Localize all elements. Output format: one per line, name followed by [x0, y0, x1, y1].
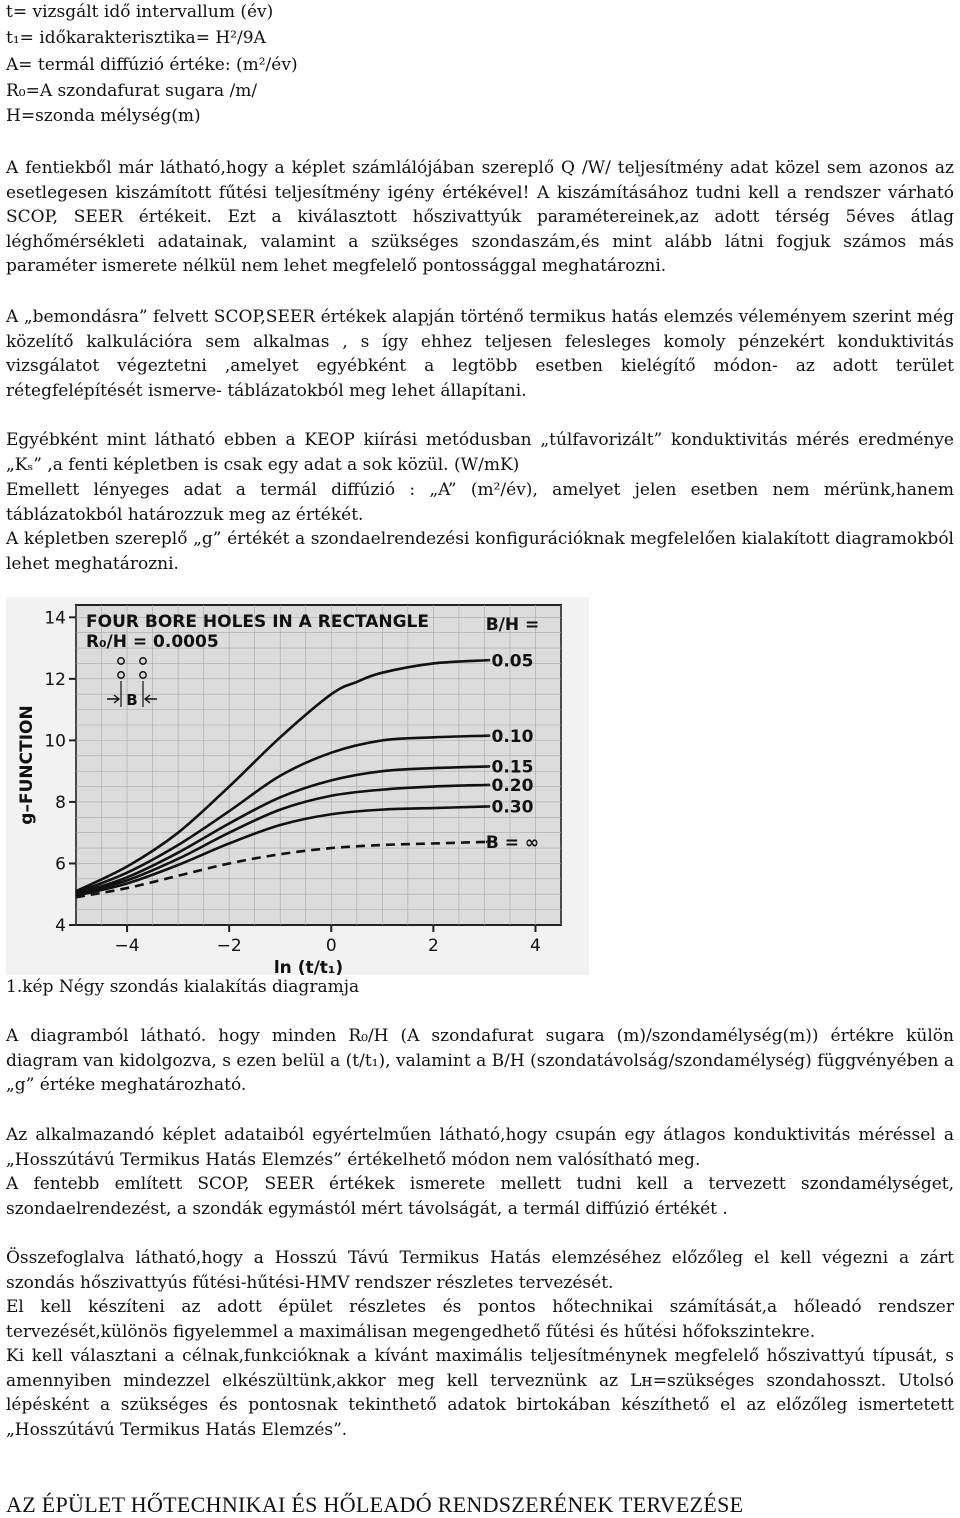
- paragraph-building-calc: El kell készíteni az adott épület részletes és pontos hőtechnikai számítását,a hőleadó rendszer tervezését,különös figyelemmel a maximálisan megengedhető fűtési és hűtési hőfokszintekre.: [6, 1297, 954, 1342]
- definition-line-h: H=szonda mélység(m): [6, 106, 201, 126]
- y-tick-label: 10: [44, 731, 66, 752]
- figure-caption: 1.kép Négy szondás kialakítás diagramja: [6, 977, 360, 997]
- series-label: 0.10: [491, 726, 534, 747]
- paragraph-heatpump-selection: Ki kell választani a célnak,funkcióknak a kívánt maximális teljesítménynek megfelelő hőszivattyú típusát, s amennyiben mindezzel elkészültünk,akkor meg kell terveznünk az Lʜ=szükséges szondahosszt. Utolsó lépésként a szükséges és pontosnak tekinthető adatok birtokában készíthető el az előzőleg ismertetett „Hosszútávú Termikus Hatás Elemzés”.: [6, 1346, 954, 1440]
- x-axis-label: ln (t/t₁): [273, 958, 344, 975]
- paragraph-scop-seer: A „bemondásra” felvett SCOP,SEER értékek alapján történő termikus hatás elemzés véleményem szerint még közelítő kalkulációra sem alkalmas , s így ehhez teljesen felesleges komoly pénzekért konduktivitás vizsgálatot végeztetni ,amelyet egyébként a legtöbb esetben kielégítő módon- az adott terület rétegfelépítését ismerve- táblázatokból meg lehet állapítani.: [6, 307, 954, 401]
- legend-header: B/H =: [485, 615, 540, 635]
- series-label: 0.15: [491, 757, 534, 778]
- paragraph-diagram-explanation: A diagramból látható. hogy minden R₀/H (A szondafurat sugara (m)/szondamélység(m)) értékre külön diagram van kidolgozva, s ezen belül a (t/t₁), valamint a B/H (szondatávolság/szondamélység) függvényében a „g” értéke meghatározható.: [6, 1026, 954, 1095]
- x-tick-label: −4: [114, 936, 140, 956]
- paragraph-diffusion: Emellett lényeges adat a termál diffúzió : „A” (m²/év), amelyet jelen esetben nem mérünk,hanem táblázatokból határozzuk meg az értékét.: [6, 480, 954, 525]
- y-tick-label: 6: [55, 854, 66, 875]
- paragraph-formula-data: Az alkalmazandó képlet adataiból egyértelműen látható,hogy csupán egy átlagos konduktivitás méréssel a „Hosszútávú Termikus Hatás Elemzés” értékelhető módon nem valósítható meg.: [6, 1125, 954, 1170]
- definition-line-t1: t₁= időkarakterisztika= H²/9A: [6, 28, 266, 48]
- y-axis-label: g–FUNCTION: [17, 705, 37, 825]
- chart-subtitle: R₀/H = 0.0005: [86, 632, 219, 652]
- section-heading: AZ ÉPÜLET HŐTECHNIKAI ÉS HŐLEADÓ RENDSZERÉNEK TERVEZÉSE: [6, 1492, 744, 1517]
- definition-line-a: A= termál diffúzió értéke: (m²/év): [6, 55, 298, 75]
- series-label: 0.05: [491, 651, 534, 672]
- y-tick-label: 4: [55, 916, 66, 936]
- inset-label: B: [126, 691, 138, 709]
- paragraph-capacity: A fentiekből már látható,hogy a képlet számlálójában szereplő Q /W/ teljesítmény adat közel sem azonos az esetlegesen kiszámított fűtési teljesítmény igény értékével! A kiszámításához tudni kell a rendszer várható SCOP, SEER értékeit. Ezt a kiválasztott hőszivattyúk paramétereinek,az adott térség 5éves átlag léghőmérsékleti adatainak, valamint a szükséges szondaszám,és mint alább látni fogjuk számos más paraméter ismerete nélkül nem lehet megfelelő pontossággal meghatározni.: [6, 158, 954, 276]
- y-tick-label: 12: [44, 669, 66, 690]
- paragraph-summary: Összefoglalva látható,hogy a Hosszú Távú Termikus Hatás elemzéséhez előzőleg el kell végezni a zárt szondás hőszivattyús fűtési-hűtési-HMV rendszer részletes tervezését.: [6, 1248, 954, 1293]
- series-label: 0.20: [491, 776, 534, 796]
- x-tick-label: 4: [530, 936, 541, 956]
- series-label: B = ∞: [485, 832, 540, 853]
- x-tick-label: −2: [216, 936, 242, 956]
- definition-line-r0: R₀=A szondafurat sugara /m/: [6, 81, 258, 101]
- paragraph-g-value: A képletben szereplő „g” értékét a szondaelrendezési konfigurációknak megfelelően kialakított diagramokból lehet meghatározni.: [6, 529, 954, 574]
- y-tick-label: 8: [55, 792, 66, 813]
- paragraph-design-parameters: A fentebb említett SCOP, SEER értékek ismerete mellett tudni kell a tervezett szondamélységet, szondaelrendezést, a szondák egymástól mért távolságát, a termál diffúzió értékét .: [6, 1174, 954, 1219]
- g-function-chart: [6, 597, 589, 975]
- x-tick-label: 2: [427, 936, 439, 956]
- paragraph-conductivity: Egyébként mint látható ebben a KEOP kiírási metódusban „túlfavorizált” konduktivitás mérés eredménye „Kₛ” ,a fenti képletben is csak egy adat a sok közül. (W/mK): [6, 430, 954, 475]
- y-tick-label: 14: [44, 608, 66, 629]
- chart-svg: [6, 597, 589, 975]
- series-label: 0.30: [491, 797, 534, 818]
- chart-title: FOUR BORE HOLES IN A RECTANGLE: [86, 612, 429, 632]
- x-tick-label: 0: [325, 936, 337, 956]
- definition-line-t: t= vizsgált idő intervallum (év): [6, 2, 274, 22]
